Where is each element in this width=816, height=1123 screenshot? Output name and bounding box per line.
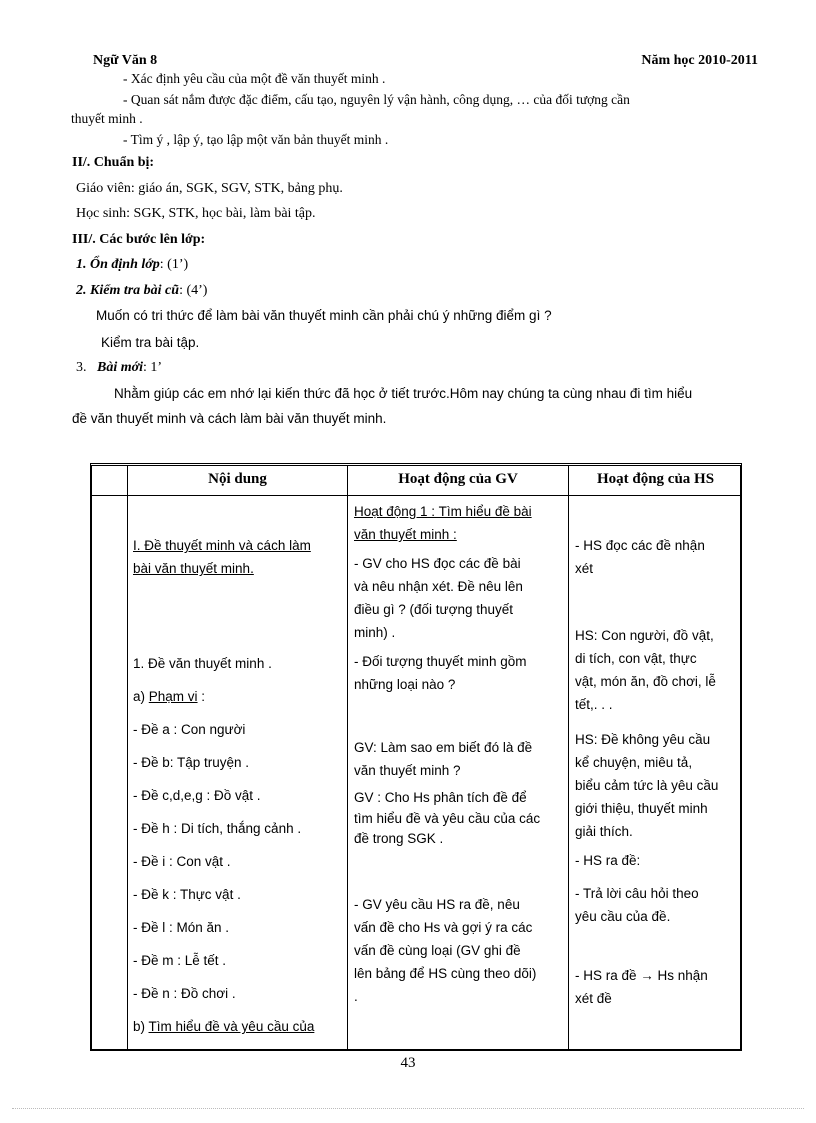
gv-line: điều gì ? (đối tượng thuyết [354, 602, 513, 617]
steps-heading: III/. Các bước lên lớp: [72, 232, 206, 247]
gv-line: - Đối tượng thuyết minh gồm [354, 654, 527, 669]
table-header-content: Nội dung [208, 471, 267, 487]
gv-line: GV: Làm sao em biết đó là đề [354, 740, 533, 755]
hs-line: giới thiệu, thuyết minh [575, 801, 708, 816]
school-year-header: Năm học 2010-2011 [641, 53, 758, 68]
content-scope-label: Phạm vi [148, 689, 198, 704]
table-header-divider [92, 495, 740, 496]
gv-activity-title-1: Hoạt động 1 : Tìm hiểu đề bài [354, 504, 532, 519]
gv-line: vấn đề cùng loại (GV ghi đề [354, 943, 521, 958]
list-item: - Đề i : Con vật . [133, 854, 231, 869]
list-item: - Đề k : Thực vật . [133, 887, 241, 902]
intro-line-1: Nhằm giúp các em nhớ lại kiến thức đã học ở tiết trước.Hôm nay chúng ta cùng nhau đi tìm hiểu [114, 386, 693, 401]
hs-column [575, 534, 718, 1010]
objective-3: - Tìm ý , lập ý, tạo lập một văn bản thuyết minh . [123, 132, 389, 147]
hs-line: vật, món ăn, đồ chơi, lễ [575, 674, 716, 689]
content-title-line-2: bài văn thuyết minh. [133, 561, 254, 576]
objective-1: - Xác định yêu cầu của một đề văn thuyết minh . [123, 71, 386, 86]
content-subtitle: 1. Đề văn thuyết minh . [133, 656, 272, 671]
step-2-time: : (4’) [179, 283, 208, 298]
step-3-label: Bài mới [97, 360, 144, 375]
step-2-check: Kiểm tra bài tập. [101, 335, 200, 350]
hs-line: HS: Đề không yêu cầu [575, 732, 711, 747]
list-item: - Đề n : Đồ chơi . [133, 986, 236, 1001]
gv-line: văn thuyết minh ? [354, 763, 461, 778]
hs-line: kể chuyện, miêu tả, [575, 755, 693, 770]
intro-line-2: đề văn thuyết minh và cách làm bài văn thuyết minh. [72, 411, 387, 426]
hs-line: di tích, con vật, thực [575, 651, 697, 666]
step-2-label: 2. Kiểm tra bài cũ [76, 283, 180, 298]
list-item: - Đề b: Tập truyện . [133, 755, 250, 770]
step-3 [76, 360, 162, 376]
hs-line-text: - HS ra đề [575, 968, 641, 983]
prep-heading: II/. Chuẩn bị: [72, 155, 155, 170]
hs-line [575, 964, 718, 987]
prep-teacher: Giáo viên: giáo án, SGK, SGV, STK, bảng phụ. [76, 181, 343, 196]
hs-line: xét [575, 561, 594, 576]
content-title-line-1: I. Đề thuyết minh và cách làm [133, 538, 311, 553]
list-item: - Đề h : Di tích, thắng cảnh . [133, 821, 302, 836]
step-1-label: 1. Ổn định lớp [76, 257, 160, 272]
subject-header: Ngữ Văn 8 [93, 53, 158, 68]
gv-column [354, 500, 540, 1008]
hs-line: biểu cảm tức là yêu cầu [575, 778, 719, 793]
list-item: - Đề l : Món ăn . [133, 920, 230, 935]
step-1 [76, 257, 188, 273]
gv-line: những loại nào ? [354, 677, 456, 692]
hs-line: - HS ra đề: [575, 853, 641, 868]
gv-line: - GV cho HS đọc các đề bài [354, 556, 521, 571]
table-header-gv: Hoạt động của GV [398, 471, 518, 487]
content-last-label: Tìm hiểu đề và yêu cầu của [148, 1019, 315, 1034]
step-3-time: : 1’ [143, 360, 163, 375]
table-col-divider [127, 466, 128, 1049]
gv-line: GV : Cho Hs phân tích đề để [354, 790, 527, 805]
content-column [133, 534, 314, 1038]
hs-line: HS: Con người, đồ vật, [575, 628, 714, 643]
content-scope-suffix: : [197, 689, 206, 704]
hs-line-text: Hs nhận [653, 968, 708, 983]
objective-2-cont: thuyết minh . [71, 111, 143, 126]
step-3-number: 3. [76, 360, 87, 375]
step-2 [76, 283, 207, 299]
page-number: 43 [400, 1055, 416, 1071]
gv-line: minh) . [354, 625, 396, 640]
content-scope [133, 685, 314, 708]
gv-line: . [354, 989, 358, 1004]
lesson-table [90, 463, 742, 1051]
objective-2: - Quan sát nắm được đặc điểm, cấu tạo, nguyên lý vận hành, công dụng, … của đối tượng cần [123, 92, 630, 107]
gv-line: - GV yêu cầu HS ra đề, nêu [354, 897, 520, 912]
gv-line: vấn đề cho Hs và gợi ý ra các [354, 920, 533, 935]
step-2-question: Muốn có tri thức để làm bài văn thuyết minh cần phải chú ý những điểm gì ? [96, 308, 552, 323]
footer-dotted-divider [12, 1108, 804, 1109]
hs-line: tết,. . . [575, 697, 613, 712]
list-item: - Đề c,d,e,g : Đồ vật . [133, 788, 261, 803]
content-last-prefix: b) [133, 1019, 149, 1034]
gv-activity-title-2: văn thuyết minh : [354, 527, 457, 542]
hs-line: - Trả lời câu hỏi theo [575, 886, 699, 901]
hs-line: - HS đọc các đề nhận [575, 538, 705, 553]
arrow-right-icon: → [640, 968, 654, 983]
content-scope-prefix: a) [133, 689, 149, 704]
list-item: - Đề m : Lễ tết . [133, 953, 227, 968]
hs-line: giải thích. [575, 824, 633, 839]
hs-line: xét đề [575, 991, 612, 1006]
gv-line: và nêu nhận xét. Đề nêu lên [354, 579, 523, 594]
step-1-time: : (1’) [159, 257, 189, 272]
gv-line: đề trong SGK . [354, 831, 444, 846]
table-col-divider [568, 466, 569, 1049]
list-item: - Đề a : Con người [133, 722, 246, 737]
content-last-line [133, 1015, 314, 1038]
table-col-divider [347, 466, 348, 1049]
hs-line: yêu cầu của đề. [575, 909, 671, 924]
gv-line: tìm hiểu đề và yêu cầu của các [354, 811, 541, 826]
prep-student: Học sinh: SGK, STK, học bài, làm bài tập. [76, 206, 316, 221]
gv-line: lên bảng để HS cùng theo dõi) [354, 966, 537, 981]
table-header-hs: Hoạt động của HS [596, 471, 715, 487]
